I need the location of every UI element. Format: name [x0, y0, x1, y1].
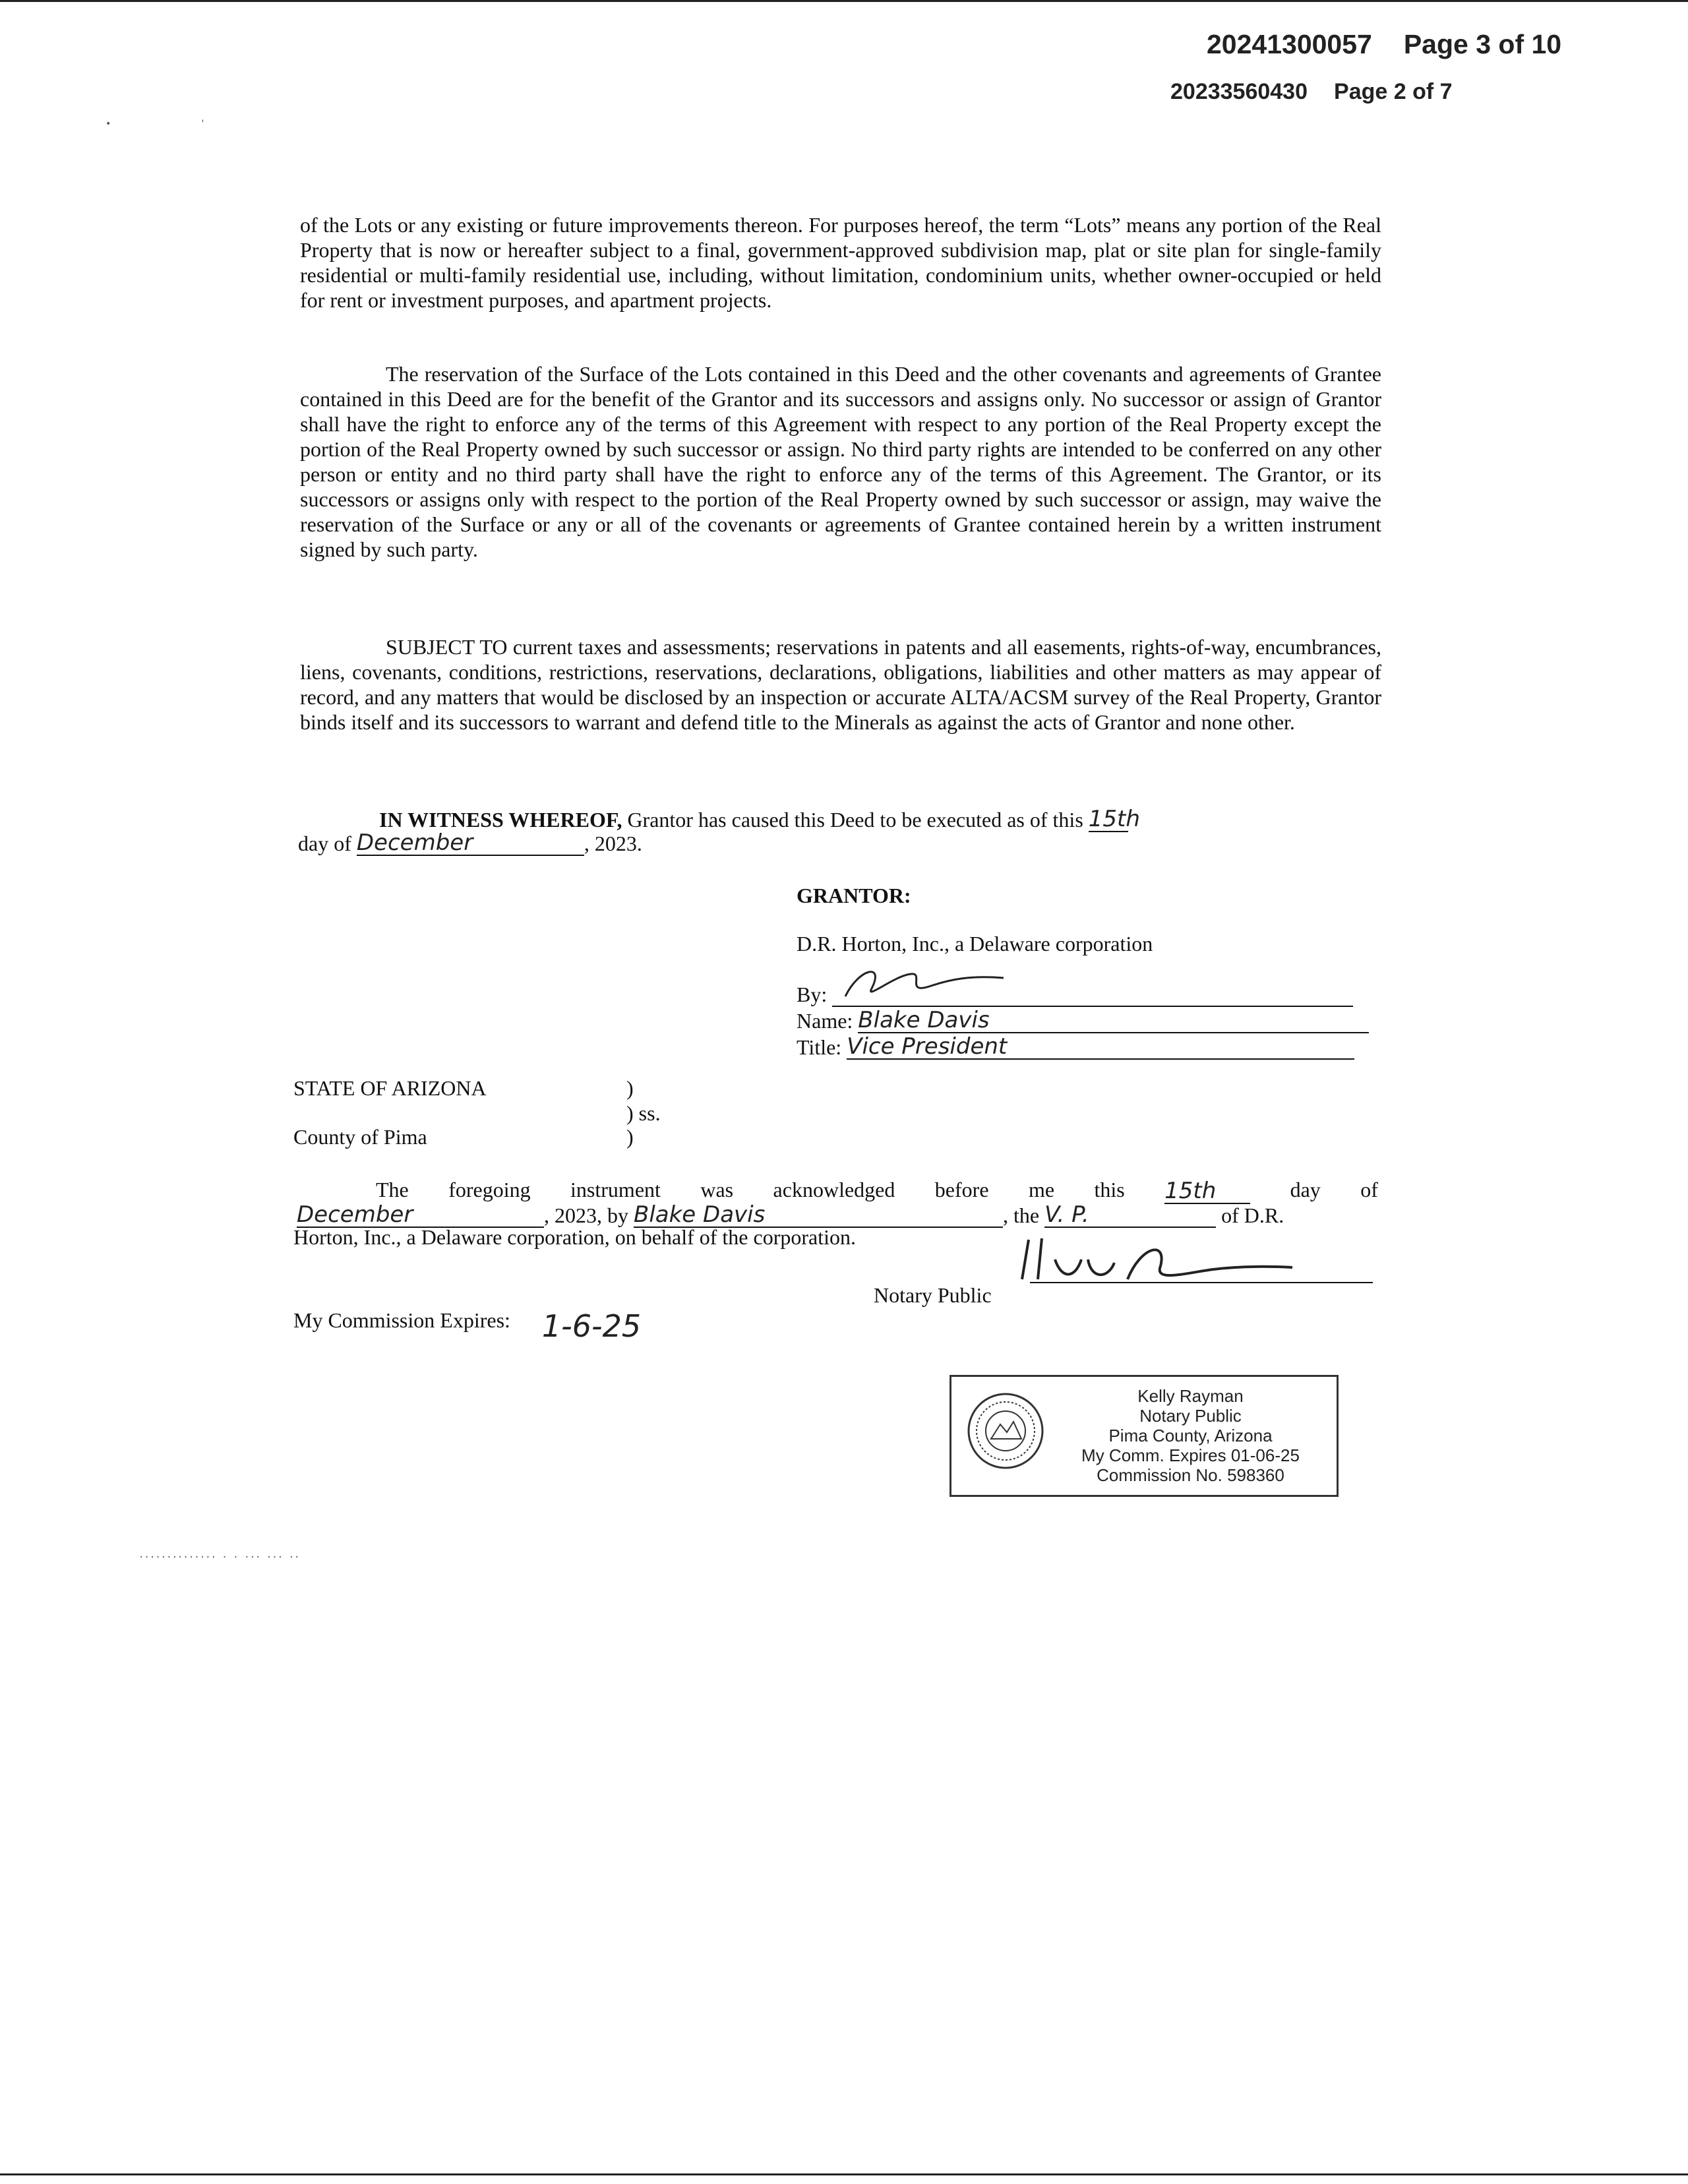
- stamp-notary-name: Kelly Rayman: [1137, 1386, 1244, 1406]
- scan-speck: • ': [106, 119, 206, 129]
- venue-county: County of Pima: [293, 1125, 427, 1149]
- arizona-seal-icon: [966, 1391, 1045, 1471]
- title-label: Title:: [797, 1035, 842, 1059]
- witness-text: Grantor has caused this Deed to be executed as of this: [627, 808, 1083, 832]
- witness-date-line: [298, 830, 642, 856]
- notary-public-label: Notary Public: [874, 1283, 992, 1307]
- name-handwritten: Blake Davis: [858, 1007, 1369, 1033]
- commission-date-handwritten: 1-6-25: [541, 1308, 642, 1344]
- notary-stamp: [950, 1375, 1339, 1497]
- acknowledgment-line-2: [297, 1201, 1284, 1228]
- page-number-secondary: Page 2 of 7: [1334, 79, 1453, 104]
- witness-month-handwritten: December: [357, 830, 584, 856]
- scan-top-border: [0, 0, 1688, 2]
- witness-year: , 2023.: [584, 832, 642, 855]
- doc-number-primary: 20241300057: [1207, 29, 1372, 59]
- title-handwritten: Vice President: [847, 1033, 1354, 1060]
- ack-month-handwritten: December: [297, 1201, 544, 1228]
- witness-day-of: day of: [298, 832, 351, 855]
- grantor-corporation: D.R. Horton, Inc., a Delaware corporation: [797, 932, 1153, 956]
- grantor-label: GRANTOR:: [797, 884, 911, 907]
- ack-the: , the: [1003, 1203, 1040, 1227]
- acknowledgment-line-3: Horton, Inc., a Delaware corporation, on behalf of the corporation.: [293, 1225, 856, 1249]
- venue-ss: ) ss.: [626, 1101, 661, 1125]
- ack-word: me: [1028, 1178, 1055, 1201]
- page-number-primary: Page 3 of 10: [1403, 29, 1562, 59]
- ack-word: instrument: [570, 1178, 661, 1201]
- witness-clause: [379, 806, 1140, 832]
- ack-word: foregoing: [448, 1178, 531, 1201]
- scan-speck: .............. . . ... ... ..: [138, 1550, 300, 1560]
- grantor-by-row: [797, 981, 1383, 1007]
- witness-lead: IN WITNESS WHEREOF,: [379, 808, 622, 832]
- grantor-title-row: [797, 1033, 1383, 1060]
- ack-of-dr: of D.R.: [1221, 1203, 1284, 1227]
- acknowledgment-line-1: [376, 1178, 1378, 1204]
- notary-signature: [1015, 1233, 1306, 1286]
- ack-word: of: [1360, 1178, 1378, 1201]
- stamp-notary-title: Notary Public: [1139, 1406, 1242, 1426]
- ack-year-by: , 2023, by: [544, 1203, 628, 1227]
- grantor-signature-line: [832, 981, 1353, 1007]
- venue-paren: ): [626, 1076, 634, 1100]
- ack-word: day: [1290, 1178, 1321, 1201]
- stamp-text: [1050, 1386, 1331, 1485]
- doc-number-secondary: 20233560430: [1170, 79, 1308, 104]
- ack-day-handwritten: 15th: [1164, 1178, 1250, 1204]
- ack-word: before: [934, 1178, 989, 1201]
- by-label: By:: [797, 983, 828, 1006]
- recording-header-primary: [1207, 29, 1602, 60]
- venue-state: STATE OF ARIZONA: [293, 1076, 487, 1100]
- commission-label: My Commission Expires:: [293, 1308, 510, 1332]
- grantor-signature: [832, 962, 1056, 1002]
- stamp-commission-number: Commission No. 598360: [1097, 1465, 1284, 1485]
- witness-day-handwritten: 15th: [1088, 806, 1140, 832]
- ack-title-handwritten: V. P.: [1044, 1201, 1216, 1228]
- commission-expires: [293, 1299, 642, 1344]
- deed-paragraph-lots-definition: of the Lots or any existing or future improvements thereon. For purposes hereof, the term “Lots” means any portion of the Real Property that is now or hereafter subject to a final, government-approved subdivision map, plat or site plan for single-family residential or multi-family residential use, including, without limitation, condominium units, whether owner-occupied or held for rent or investment purposes, and apartment projects.: [300, 213, 1381, 312]
- venue-paren: ): [626, 1125, 634, 1149]
- stamp-county: Pima County, Arizona: [1108, 1426, 1273, 1445]
- scan-bottom-border: [0, 2173, 1688, 2175]
- deed-paragraph-reservation: The reservation of the Surface of the Lots contained in this Deed and the other covenants and agreements of Grantee contained in this Deed are for the benefit of the Grantor and its successors and assigns only. No successor or assign of Grantor shall have the right to enforce any of the terms of this Agreement with respect to any portion of the Real Property except the portion of the Real Property owned by such successor or assign. No third party rights are intended to be conferred on any other person or entity and no third party shall have the right to enforce any of the terms of this Agreement. The Grantor, or its successors or assigns only with respect to the portion of the Real Property owned by such successor or assign, may waive the reservation of the Surface or any or all of the covenants or agreements of Grantee contained herein by a written instrument signed by such party.: [300, 362, 1381, 561]
- recording-header-secondary: [1170, 79, 1540, 105]
- grantor-name-row: [797, 1007, 1383, 1033]
- ack-word: The: [376, 1178, 409, 1201]
- name-label: Name:: [797, 1009, 853, 1033]
- ack-word: this: [1094, 1178, 1125, 1201]
- notary-signature-line: [1030, 1282, 1373, 1283]
- stamp-expiration: My Comm. Expires 01-06-25: [1081, 1445, 1300, 1465]
- deed-paragraph-subject-to: SUBJECT TO current taxes and assessments; reservations in patents and all easements, rights-of-way, encumbrances, liens, covenants, conditions, restrictions, reservations, declarations, obligations, liabilities and other matters as may appear of record, and any matters that would be disclosed by an inspection or accurate ALTA/ACSM survey of the Real Property, Grantor binds itself and its successors to warrant and defend title to the Minerals as against the acts of Grantor and none other.: [300, 635, 1381, 734]
- ack-word: acknowledged: [773, 1178, 895, 1201]
- ack-word: was: [700, 1178, 734, 1201]
- ack-name-handwritten: Blake Davis: [634, 1201, 1003, 1228]
